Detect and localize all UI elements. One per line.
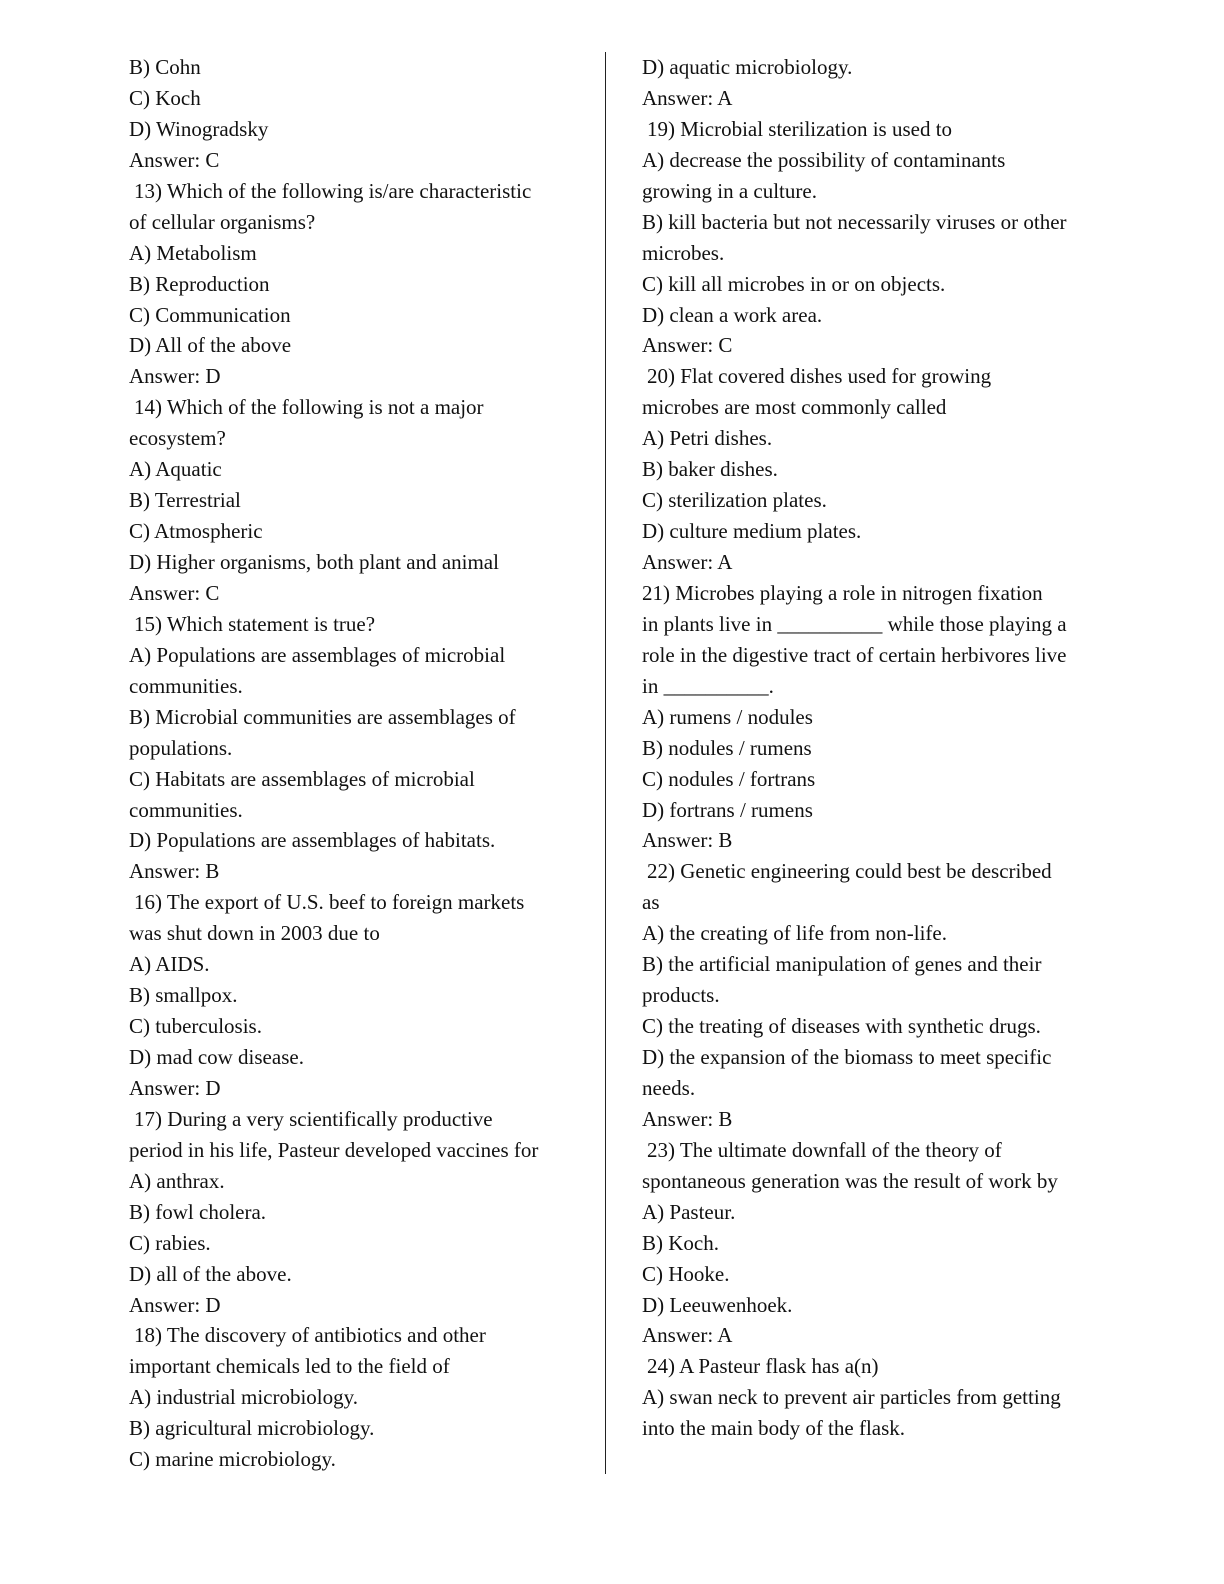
option-line: C) Habitats are assemblages of microbial [129,766,475,791]
option-line: D) fortrans / rumens [642,797,813,822]
option-line: B) kill bacteria but not necessarily viruses or other [642,209,1067,234]
text-line: growing in a culture. [642,178,817,203]
text-line: products. [642,983,720,1008]
option-line: A) Populations are assemblages of microbial [129,642,506,667]
option-line: A) Pasteur. [642,1199,736,1224]
question-line: 14) Which of the following is not a major [134,395,484,420]
option-line: A) swan neck to prevent air particles from getting [642,1385,1061,1410]
question-line: 15) Which statement is true? [134,611,376,636]
question-line: 21) Microbes playing a role in nitrogen fixation [642,580,1043,605]
text-line: into the main body of the flask. [642,1416,906,1441]
answer-line: Answer: B [129,859,220,884]
option-line: D) mad cow disease. [129,1045,304,1069]
text-line: microbes are most commonly called [642,395,947,420]
text-line: was shut down in 2003 due to [129,921,380,946]
text-line: in __________. [642,673,774,698]
answer-line: Answer: D [129,1292,221,1317]
option-line: C) nodules / fortrans [642,766,816,791]
right-column [642,52,1092,1444]
option-line: D) culture medium plates. [642,519,862,544]
text-line: role in the digestive tract of certain herbivores live [642,642,1067,667]
option-line: D) all of the above. [129,1261,292,1286]
option-line: A) decrease the possibility of contaminants [642,147,1006,172]
option-line: C) Communication [129,302,291,327]
text-line: of cellular organisms? [129,209,316,234]
option-line: C) rabies. [129,1230,211,1255]
text-line: needs. [642,1075,696,1100]
option-line: B) smallpox. [129,983,238,1008]
question-line: 23) The ultimate downfall of the theory of [647,1137,1002,1162]
option-line: D) Populations are assemblages of habitats. [129,828,496,853]
text-line: important chemicals led to the field of [129,1354,450,1379]
option-line: B) fowl cholera. [129,1199,267,1224]
answer-line: Answer: C [642,333,733,358]
option-line: B) Terrestrial [129,488,241,513]
text-line: microbes. [642,240,725,265]
text-line: C) Koch [129,85,201,110]
option-line: C) sterilization plates. [642,488,827,513]
option-line: B) agricultural microbiology. [129,1416,375,1441]
question-line: 22) Genetic engineering could best be described [647,859,1052,884]
text-line: ecosystem? [129,426,226,451]
text-line: D) Winogradsky [129,116,269,141]
option-line: A) Metabolism [129,240,257,265]
text-line: period in his life, Pasteur developed vaccines for [129,1137,539,1162]
option-line: B) baker dishes. [642,457,778,482]
answer-line: Answer: D [129,364,221,389]
option-line: A) rumens / nodules [642,704,813,729]
question-line: 20) Flat covered dishes used for growing [647,364,992,389]
text-line: spontaneous generation was the result of work by [642,1168,1058,1193]
column-divider [605,52,606,1474]
option-line: A) industrial microbiology. [129,1385,359,1410]
option-line: D) aquatic microbiology. [642,55,853,79]
text-line: communities. [129,673,243,698]
answer-line: Answer: C [129,580,220,605]
text-line: as [642,890,660,915]
answer-line: Answer: D [129,1075,221,1100]
option-line: B) Koch. [642,1230,719,1255]
text-line: populations. [129,735,233,760]
question-line: 16) The export of U.S. beef to foreign markets [134,890,525,915]
answer-line: Answer: B [642,828,733,853]
answer-line: Answer: A [642,85,733,110]
option-line: D) Higher organisms, both plant and animal [129,550,499,574]
option-line: D) the expansion of the biomass to meet specific [642,1045,1052,1069]
option-line: C) Atmospheric [129,519,263,544]
option-line: C) marine microbiology. [129,1447,336,1472]
question-line: 13) Which of the following is/are characteristic [134,178,532,203]
answer-line: Answer: C [129,147,220,172]
option-line: B) the artificial manipulation of genes and their [642,952,1042,977]
answer-line: Answer: B [642,1106,733,1131]
option-line: B) Reproduction [129,271,270,296]
option-line: A) Aquatic [129,457,222,482]
option-line: B) nodules / rumens [642,735,812,760]
question-line: 24) A Pasteur flask has a(n) [647,1354,879,1379]
option-line: C) tuberculosis. [129,1014,262,1039]
question-line: 17) During a very scientifically productive [134,1106,493,1131]
text-line: B) Cohn [129,55,201,79]
option-line: B) Microbial communities are assemblages of [129,704,516,729]
option-line: A) Petri dishes. [642,426,773,451]
option-line: D) Leeuwenhoek. [642,1292,793,1317]
left-column [129,52,589,1475]
answer-line: Answer: A [642,550,733,574]
option-line: C) the treating of diseases with synthetic drugs. [642,1014,1041,1039]
option-line: C) kill all microbes in or on objects. [642,271,946,296]
text-line: communities. [129,797,243,822]
answer-line: Answer: A [642,1323,733,1348]
option-line: A) AIDS. [129,952,210,977]
option-line: D) All of the above [129,333,292,358]
question-line: 18) The discovery of antibiotics and other [134,1323,486,1348]
option-line: A) anthrax. [129,1168,225,1193]
option-line: A) the creating of life from non-life. [642,921,947,946]
option-line: D) clean a work area. [642,302,823,327]
option-line: C) Hooke. [642,1261,730,1286]
text-line: in plants live in __________ while those playing a [642,611,1067,636]
question-line: 19) Microbial sterilization is used to [647,116,953,141]
